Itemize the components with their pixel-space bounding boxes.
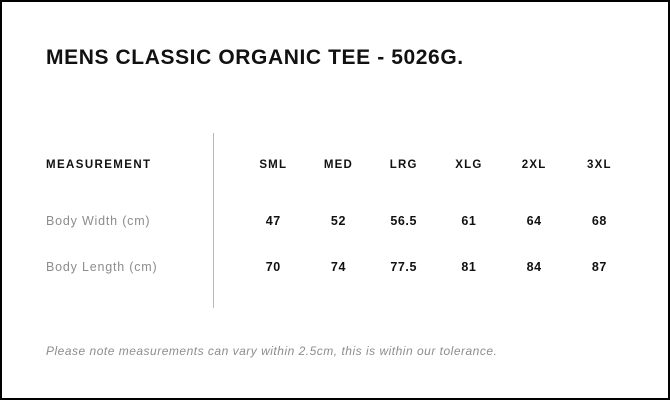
cell-body-width-med: 52 <box>330 214 347 228</box>
cell-body-width-2xl: 64 <box>526 214 542 228</box>
row-spacer <box>219 244 241 290</box>
row-label-body-width: Body Width (cm) <box>46 214 151 228</box>
page-title: MENS CLASSIC ORGANIC TEE - 5026G. <box>46 46 464 69</box>
cell-body-length-lrg: 77.5 <box>390 260 418 274</box>
header-size-med: MED <box>323 159 354 171</box>
table-row <box>46 198 632 244</box>
header-size-3xl: 3XL <box>587 159 612 171</box>
cell-body-length-sml: 70 <box>265 260 281 274</box>
row-spacer <box>219 198 241 244</box>
header-size-2xl: 2XL <box>521 159 547 171</box>
row-label-body-length: Body Length (cm) <box>46 260 158 274</box>
size-table <box>46 132 632 290</box>
cell-body-length-2xl: 84 <box>526 260 542 274</box>
cell-body-width-xlg: 61 <box>461 214 477 228</box>
header-size-sml: SML <box>259 159 288 171</box>
header-size-xlg: XLG <box>455 159 483 171</box>
tolerance-note: Please note measurements can vary within 2.5cm, this is within our tolerance. <box>46 344 498 358</box>
header-size-lrg: LRG <box>389 159 418 171</box>
header-measurement: MEASUREMENT <box>46 159 152 171</box>
header-spacer <box>219 132 241 198</box>
table-header-row <box>46 132 632 198</box>
cell-body-width-3xl: 68 <box>591 214 607 228</box>
cell-body-length-3xl: 87 <box>591 260 607 274</box>
cell-body-width-lrg: 56.5 <box>390 214 418 228</box>
table-row <box>46 244 632 290</box>
cell-body-width-sml: 47 <box>265 214 281 228</box>
cell-body-length-xlg: 81 <box>461 260 477 274</box>
size-table-container <box>46 132 632 290</box>
cell-body-length-med: 74 <box>330 260 347 274</box>
